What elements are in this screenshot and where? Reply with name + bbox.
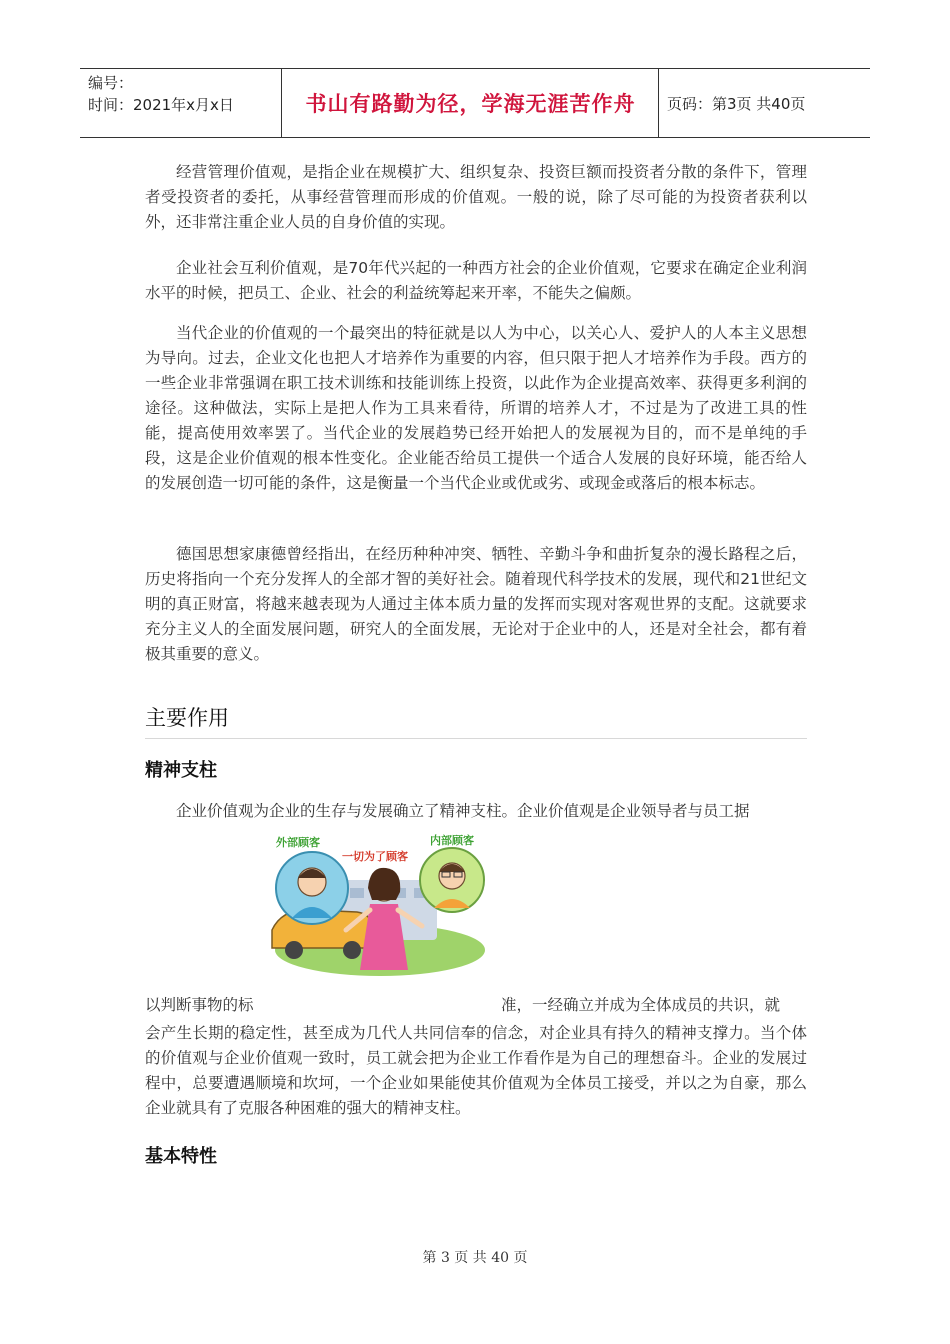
- header-meta: [80, 69, 282, 137]
- page-footer: 第 3 页 共 40 页: [422, 1250, 528, 1266]
- page-header: [80, 68, 870, 138]
- spirit-line-left: 以判断事物的标: [145, 996, 254, 1014]
- paragraph-spirit-rest: 会产生长期的稳定性，甚至成为几代人共同信奉的信念，对企业具有持久的精神支撑力。当个体的价值观与企业价值观一致时，员工就会把为企业工作看作是为自己的理想奋斗。企业的发展过程中，总要遭遇顺境和坎坷，一个企业如果能使其价值观为全体员工接受，并以之为自豪，那么企业就具有了克服各种困难的强大的精神支柱。: [145, 1024, 807, 1117]
- header-motto: [283, 69, 659, 137]
- page-info: 页码：第3页 共40页: [667, 94, 806, 113]
- subsection-title-characteristics: 基本特性: [145, 1146, 217, 1167]
- spirit-line-right: 准，一经确立并成为全体成员的共识，就: [501, 996, 781, 1014]
- motto-text: 书山有路勤为径，学海无涯苦作舟: [305, 91, 636, 116]
- spirit-line-wrap: [145, 993, 807, 1018]
- subsection-title-spirit: 精神支柱: [145, 760, 217, 781]
- paragraph-kant: 德国思想家康德曾经指出，在经历种种冲突、牺牲、辛勤斗争和曲折复杂的漫长路程之后，历史将指向一个充分发挥人的全部才智的美好社会。随着现代科学技术的发展，现代和21世纪文明的真正财富，将越来越表现为人通过主体本质力量的发挥而实现对客观世界的支配。这就要求充分主义人的全面发展问题，研究人的全面发展，无论对于企业中的人，还是对全社会，都有着极其重要的意义。: [145, 545, 807, 663]
- paragraph-management-values: 经营管理价值观，是指企业在规模扩大、组织复杂、投资巨额而投资者分散的条件下，管理者受投资者的委托，从事经营管理而形成的价值观。一般的说，除了尽可能的为投资者获利以外，还非常注重企业人员的自身价值的实现。: [145, 163, 807, 231]
- external-customer-label: 外部顾客: [276, 836, 320, 849]
- paragraph-social-values: 企业社会互利价值观，是70年代兴起的一种西方社会的企业价值观，它要求在确定企业利润水平的时候，把员工、企业、社会的利益统筹起来开率，不能失之偏颇。: [145, 259, 807, 302]
- center-slogan-label: 一切为了顾客: [342, 850, 408, 863]
- date-label: 时间：2021年x月x日: [88, 96, 234, 114]
- paragraph-spirit-intro: 企业价值观为企业的生存与发展确立了精神支柱。企业价值观是企业领导者与员工据: [176, 802, 750, 820]
- customer-illustration: [262, 830, 498, 980]
- number-label: 编号：: [88, 74, 134, 92]
- paragraph-contemporary-values: 当代企业的价值观的一个最突出的特征就是以人为中心，以关心人、爱护人的人本主义思想为导向。过去，企业文化也把人才培养作为重要的内容，但只限于把人才培养作为手段。西方的一些企业非常强调在职工技术训练和技能训练上投资，以此作为企业提高效率、获得更多利润的途径。这种做法，实际上是把人作为工具来看待，所谓的培养人才，不过是为了改进工具的性能，提高使用效率罢了。当代企业的发展趋势已经开始把人的发展视为目的，而不是单纯的手段，这是企业价值观的根本性变化。企业能否给员工提供一个适合人发展的良好环境，能否给人的发展创造一切可能的条件，这是衡量一个当代企业或优或劣、或现金或落后的根本标志。: [145, 324, 807, 492]
- section-title: 主要作用: [145, 702, 807, 739]
- internal-customer-label: 内部顾客: [430, 834, 474, 847]
